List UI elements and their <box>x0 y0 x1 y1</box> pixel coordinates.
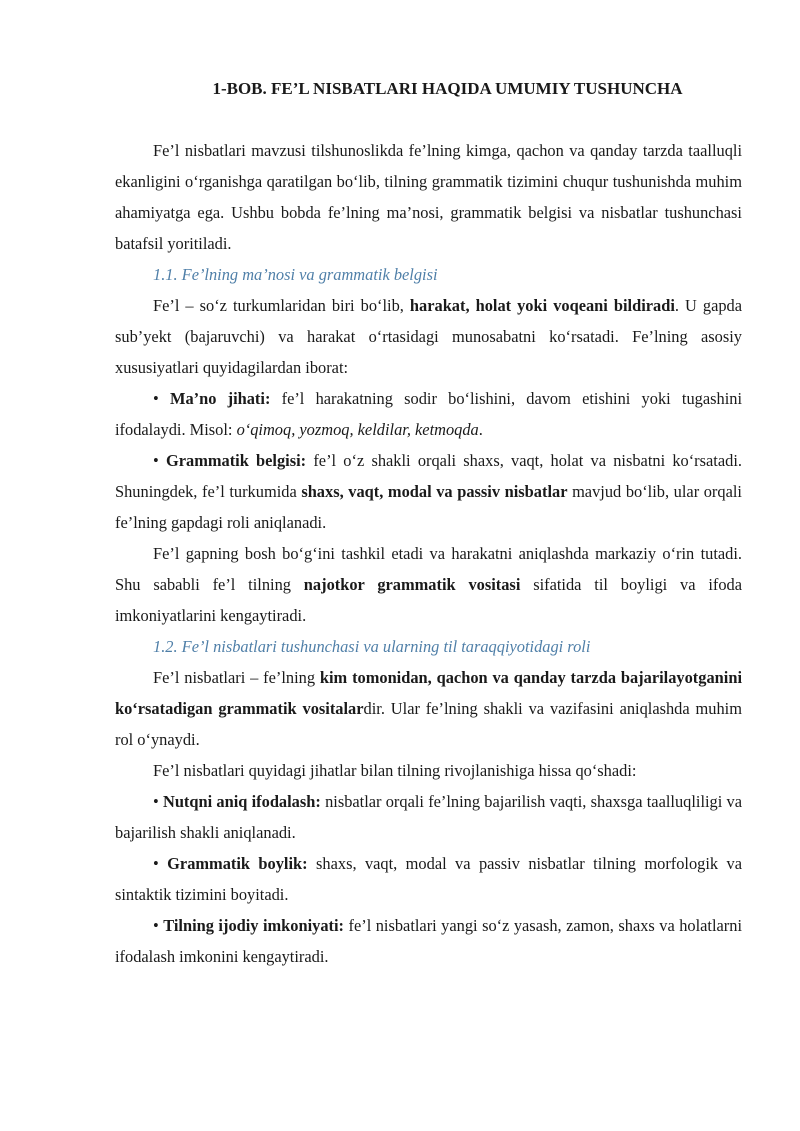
paragraph-voice-definition <box>115 662 742 755</box>
bullet-marker: • <box>153 854 159 873</box>
text-run: . U gapda sub’yekt (bajaruvchi) va harakat o‘rtasidagi munosabatni ko‘rsatadi. Fe’lning asosiy xususiyatlari quyidagilardan iborat: <box>115 296 743 377</box>
bullet-end: mavjud bo‘lib, ular orqali fe’lning gapdagi roli aniqlanadi. <box>115 482 742 532</box>
bullet-label: Tilning ijodiy imkoniyati: <box>163 916 345 935</box>
bold-run: najotkor grammatik vositasi <box>303 575 521 594</box>
bullet-grammatical-richness <box>115 848 742 910</box>
bullet-label: Nutqni aniq ifodalash: <box>162 792 321 811</box>
bullet-grammatical-feature <box>115 445 742 538</box>
text-run: dir. Ular fe’lning shakli va vazifasini aniqlashda muhim rol o‘ynaydi. <box>115 699 742 749</box>
bullet-marker: • <box>153 916 159 935</box>
bullet-text: shaxs, vaqt, modal va passiv nisbatlar tilning morfologik va sintaktik tizimini boyitadi. <box>115 854 743 904</box>
chapter-title: 1-BOB. FE’L NISBATLARI HAQIDA UMUMIY TUSHUNCHA <box>212 79 683 98</box>
paragraph-verb-role <box>115 538 742 631</box>
bold-run: kim tomonidan, qachon va qanday tarzda bajarilayotganini ko‘rsatadigan grammatik vositalar <box>115 668 742 718</box>
bullet-text: fe’l nisbatlari yangi so‘z yasash, zamon, shaxs va holatlarni ifodalash imkonini kengaytiradi. <box>115 916 743 966</box>
text-run: Fe’l – so‘z turkumlaridan biri bo‘lib, <box>153 296 410 315</box>
bullet-marker: • <box>153 389 159 408</box>
bullet-label: Ma’no jihati: <box>169 389 271 408</box>
paragraph-voice-contribution: Fe’l nisbatlari quyidagi jihatlar bilan tilning rivojlanishiga hissa qo‘shadi: <box>153 761 637 780</box>
text-run: Fe’l nisbatlari – fe’lning <box>153 668 320 687</box>
bullet-label: Grammatik belgisi: <box>165 451 307 470</box>
bullet-example: o‘qimoq, yozmoq, keldilar, ketmoqda <box>236 420 479 439</box>
bold-run: shaxs, vaqt, modal va passiv nisbatlar <box>301 482 568 501</box>
intro-paragraph: Fe’l nisbatlari mavzusi tilshunoslikda fe’lning kimga, qachon va qanday tarzda taalluqli ekanligini o‘rganishga qaratilgan bo‘lib, tilning grammatik tizimini chuqur tushunishda muhim ahamiyatga ega. Ushbu bobda fe’lning ma’nosi, grammatik belgisi va nisbatlar tushunchasi batafsil yoritiladi. <box>115 141 742 253</box>
bullet-text: fe’l o‘z shakli orqali shaxs, vaqt, holat va nisbatni ko‘rsatadi. Shuningdek, fe’l turkumida <box>115 451 742 501</box>
bullet-marker: • <box>153 451 159 470</box>
bold-run: harakat, holat yoki voqeani bildiradi <box>409 296 675 315</box>
bullet-meaning <box>115 383 742 445</box>
bullet-marker: • <box>153 792 159 811</box>
section-heading-1-2: 1.2. Fe’l nisbatlari tushunchasi va ularning til taraqqiyotidagi roli <box>153 637 591 656</box>
bullet-precise-speech <box>115 786 742 848</box>
bullet-text: fe’l harakatning sodir bo‘lishini, davom etishini yoki tugashini ifodalaydi. Misol: <box>115 389 742 439</box>
bullet-end: . <box>478 420 483 439</box>
section-heading-1-1: 1.1. Fe’lning ma’nosi va grammatik belgisi <box>153 265 438 284</box>
text-run: sifatida til boyligi va ifoda imkoniyatlarini kengaytiradi. <box>115 575 743 625</box>
bullet-text: nisbatlar orqali fe’lning bajarilish vaqti, shaxsga taalluqliligi va bajarilish shakli aniqlanadi. <box>115 792 742 842</box>
bullet-creative-potential <box>115 910 742 972</box>
text-run: Fe’l gapning bosh bo‘g‘ini tashkil etadi va harakatni aniqlashda markaziy o‘rin tutadi. Shu sababli fe’l tilning <box>115 544 742 594</box>
page-content <box>115 78 742 972</box>
bullet-label: Grammatik boylik: <box>167 854 308 873</box>
paragraph-verb-definition <box>115 290 742 383</box>
